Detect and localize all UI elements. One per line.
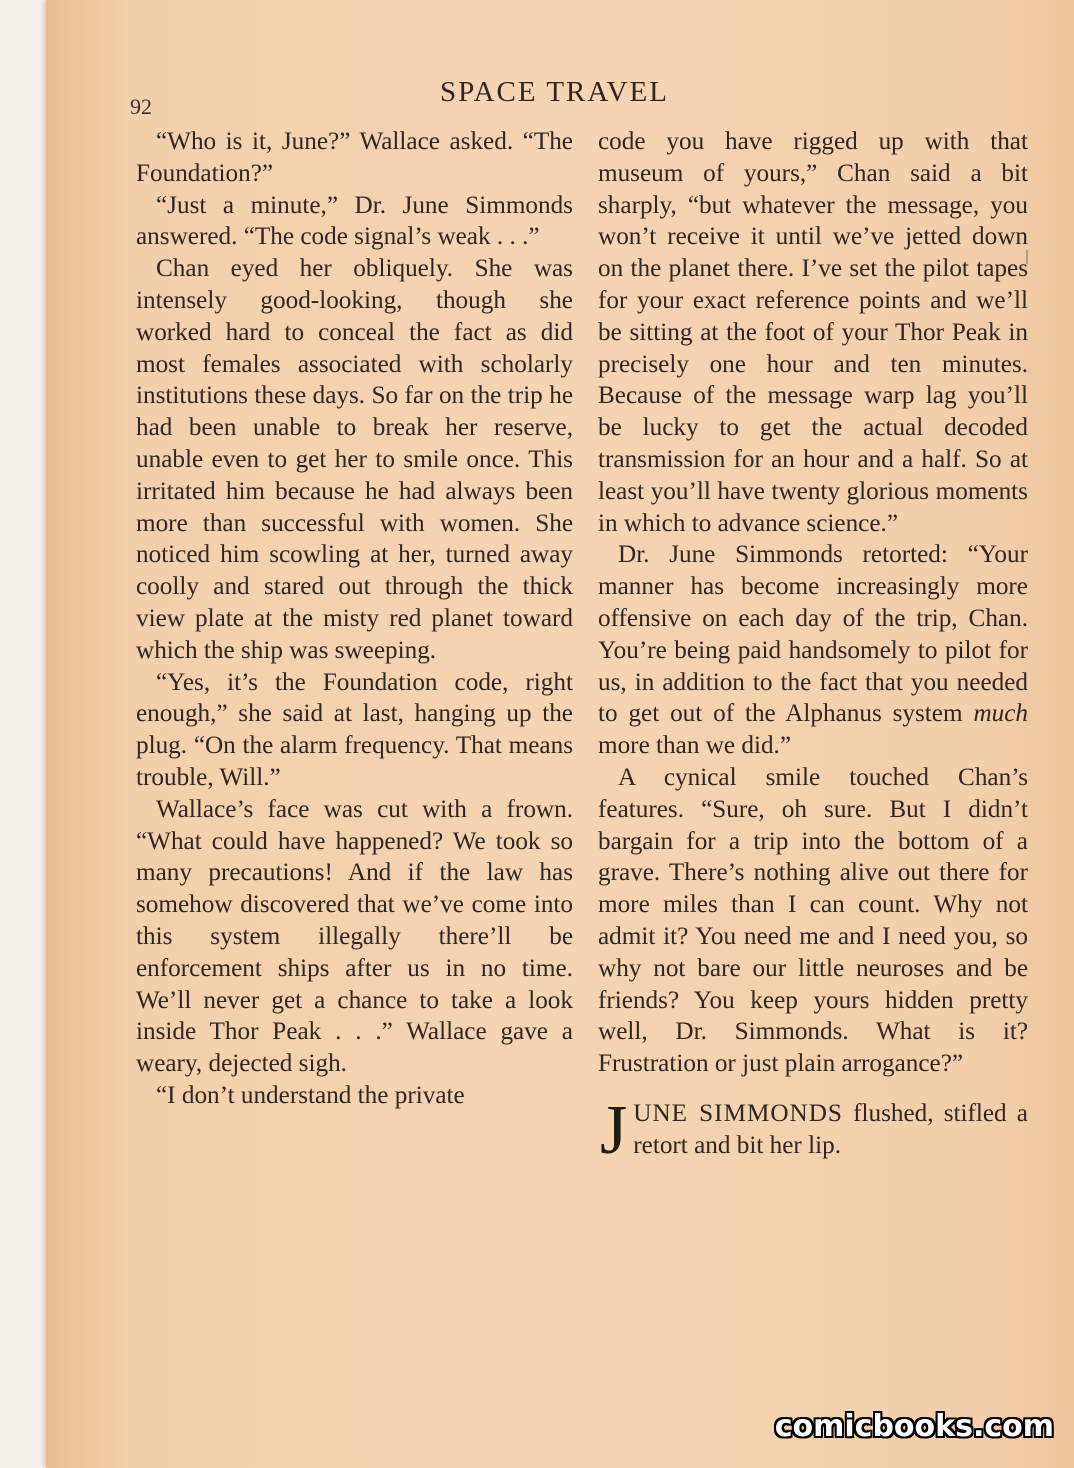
right-column <box>598 126 1028 1169</box>
paragraph-text: flushed, stifled a retort and bit her lip. <box>633 1099 1028 1159</box>
dropcap-paragraph <box>598 1091 1028 1169</box>
watermark: comicbooks.com <box>774 1409 1054 1444</box>
paragraph: code you have rigged up with that museum of yours,” Chan said a bit sharply, “but whatever the message, you won’t receive it until we’ve jetted down on the planet there. I’ve set the pilot tapes for your exact reference points and we’ll be sitting at the foot of your Thor Peak in precisely one hour and ten minutes. Because of the message warp lag you’ll be lucky to get the actual decoded transmission for an hour and a half. So at least you’ll have twenty glorious moments in which to advance science.” <box>598 128 1028 537</box>
book-page <box>46 0 1074 1468</box>
paragraph: “I don’t understand the private <box>156 1081 465 1109</box>
page-header <box>46 72 1074 119</box>
paragraph-text: Dr. June Simmonds retorted: “Your manner has become increasingly more offensive on each day of the trip, Chan. You’re being paid handsomely to pilot for us, in addition to the fact that you needed to get out of the Alphanus system <box>598 541 1028 728</box>
paragraph: Wallace’s face was cut with a frown. “What could have happened? We took so many precautions! And if the law has somehow discovered that we’ve come into this system illegally there’ll be enforcement ships after us in no time. We’ll never get a chance to take a look inside Thor Peak . . .” Wallace gave a weary, dejected sigh. <box>136 795 573 1078</box>
emphasis-text: much <box>973 700 1028 728</box>
paragraph: “Yes, it’s the Foundation code, right enough,” she said at last, hanging up the plug. “On the alarm frequency. That means trouble, Will.” <box>136 668 573 791</box>
page-mark <box>1026 250 1034 264</box>
running-title: SPACE TRAVEL <box>440 76 669 108</box>
paragraph: Chan eyed her obliquely. She was intensely good-looking, though she worked hard to conceal the fact as did most females associated with scholarly institutions these days. So far on the trip he had been unable to break her reserve, unable even to get her to smile once. This irritated him because he had always been more than successful with women. She noticed him scowling at her, turned away coolly and stared out through the thick view plate at the misty red planet toward which the ship was sweeping. <box>136 255 573 664</box>
smallcaps-text: UNE SIMMONDS <box>633 1099 843 1127</box>
paragraph: “Just a minute,” Dr. June Simmonds answered. “The code signal’s weak . . .” <box>136 191 573 251</box>
paragraph <box>598 539 1028 762</box>
paragraph: “Who is it, June?” Wallace asked. “The Foundation?” <box>136 128 573 187</box>
paragraph: A cynical smile touched Chan’s features. “Sure, oh sure. But I didn’t bargain for a trip into the bottom of a grave. There’s nothing alive out there for more miles than I can count. Why not admit it? You need me and I need you, so why not bare our little neuroses and be friends? You keep yours hidden pretty well, Dr. Simmonds. What is it? Frustration or just plain arrogance?” <box>598 763 1028 1078</box>
page-number: 92 <box>130 94 152 119</box>
paragraph-text: more than we did.” <box>598 732 792 760</box>
left-column <box>136 126 573 1112</box>
drop-cap: J <box>600 1091 628 1169</box>
